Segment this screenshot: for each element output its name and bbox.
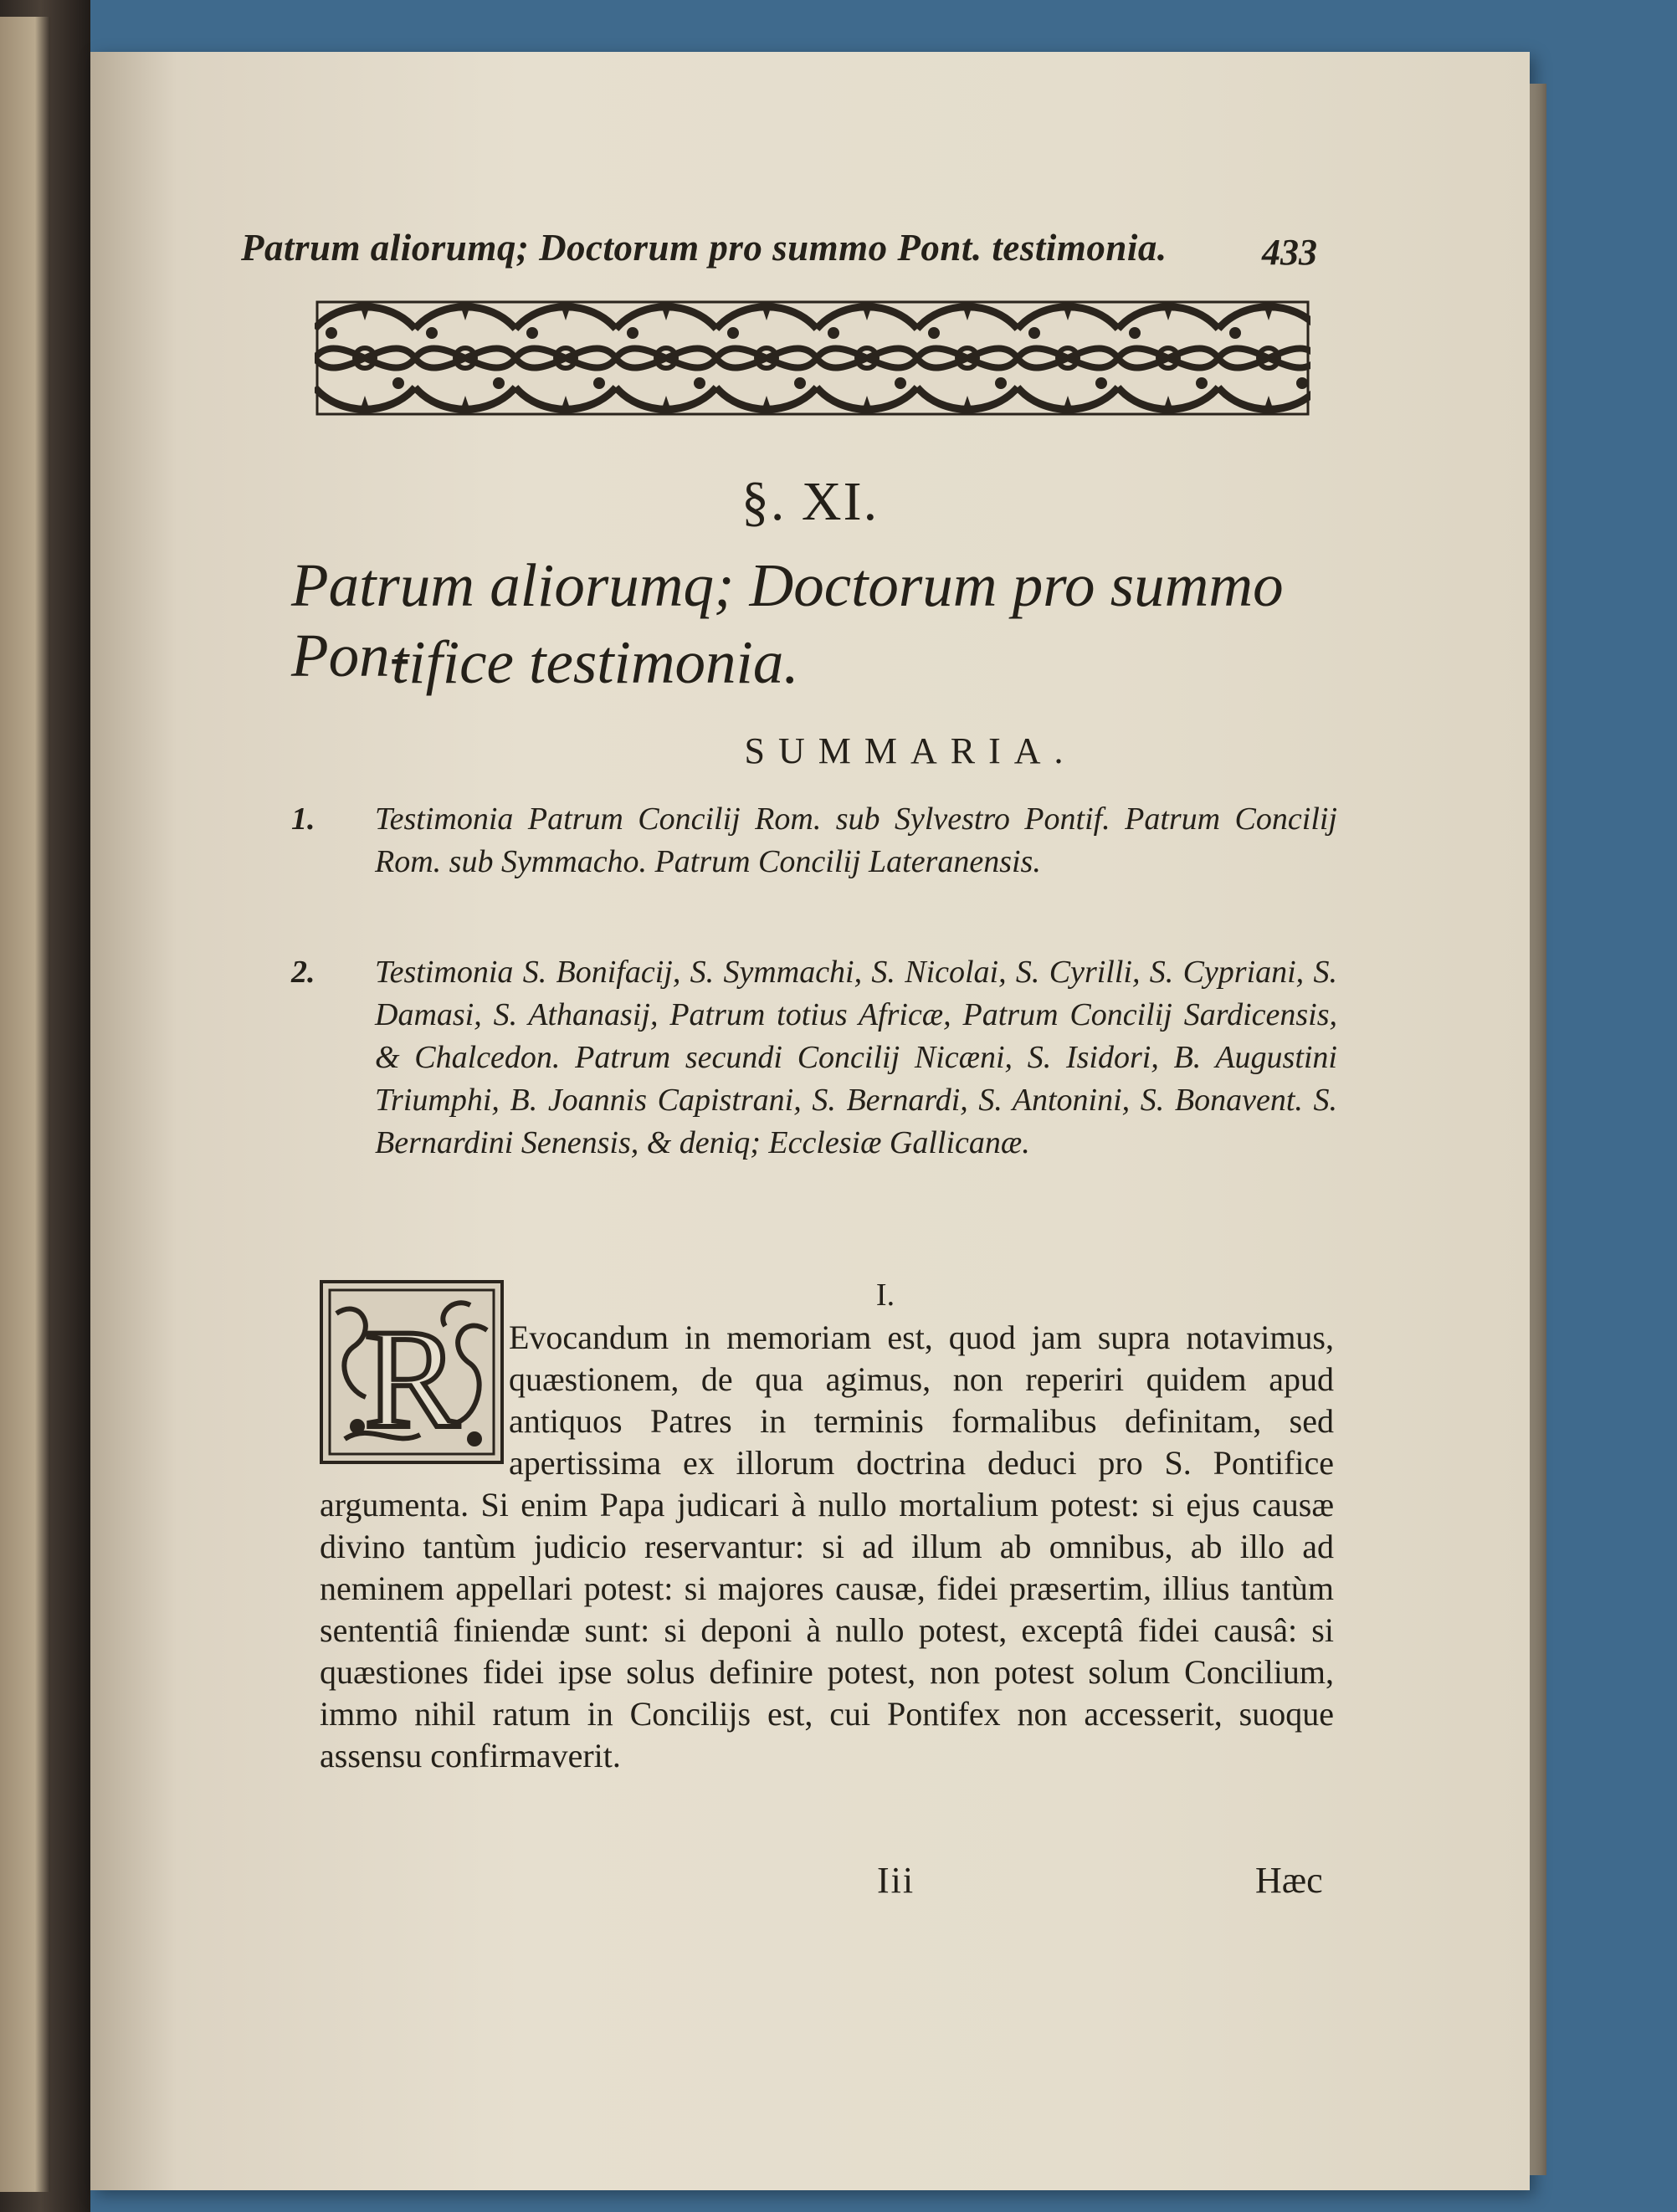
summary-item-number: 2. (291, 955, 315, 990)
page-fore-edge (1530, 84, 1546, 2175)
section-number: §. XI. (741, 471, 880, 532)
summary-item (291, 951, 1337, 1165)
paragraph-number: I. (875, 1278, 895, 1313)
signature-mark: Iii (877, 1860, 915, 1901)
summary-item-number: 1. (291, 801, 315, 837)
running-head: Patrum aliorumq; Doctorum pro summo Pont. testimonia. (241, 227, 1167, 269)
section-title-continued: tifice testimonia. (392, 628, 799, 696)
catchword: Hæc (1255, 1860, 1323, 1901)
summary-item-text: Testimonia S. Bonifacij, S. Symmachi, S. Nicolai, S. Cyrilli, S. Cypriani, S. Damasi, S. Athanasij, Patrum totius Africæ, Patrum Concilij Sardicensis, & Chalcedon. Patrum secundi Concilij Nicæni, S. Isidori, B. Augustini Triumphi, B. Joannis Capistrani, S. Bernardi, S. Antonini, S. Bonavent. S. Bernardini Senensis, & deniq; Ecclesiæ Gallicanæ. (375, 955, 1337, 1160)
ornamental-headpiece (315, 300, 1310, 417)
summary-item-text: Testimonia Patrum Concilij Rom. sub Sylvestro Pontif. Patrum Concilij Rom. sub Symmacho. Patrum Concilij Lateranensis. (375, 801, 1337, 879)
section-title: Patrum aliorumq; Doctorum pro summo Pon- (291, 551, 1284, 689)
book-page (90, 52, 1530, 2190)
summary-item (291, 798, 1337, 883)
drop-cap-letter: R (364, 1300, 459, 1457)
body-paragraph: Evocandum in memoriam est, quod jam supra notavimus, quæstionem, de qua agimus, non reperiri quidem apud antiquos Patres in terminis formalibus definitam, sed apertissima ex illorum doctrina deduci pro S. Pontifice argumenta. Si enim Papa judicari à nullo mortalium potest: si ejus causæ divino tantùm judicio reservantur: si ad illum ab omnibus, ab illo ad neminem appellari potest: si majores causæ, fidei præsertim, illius tantùm sententiâ finiendæ sunt: si deponi à nullo potest, exceptâ fidei causâ: si quæstiones fidei ipse solus definire potest, non potest solum Concilium, immo nihil ratum in Concilijs est, cui Pontifex non accesserit, suoque assensu confirmaverit. (320, 1318, 1334, 1774)
page-number: 433 (1262, 232, 1317, 273)
facing-page-edge (0, 17, 50, 2192)
summaria-heading: SUMMARIA. (744, 730, 1077, 771)
